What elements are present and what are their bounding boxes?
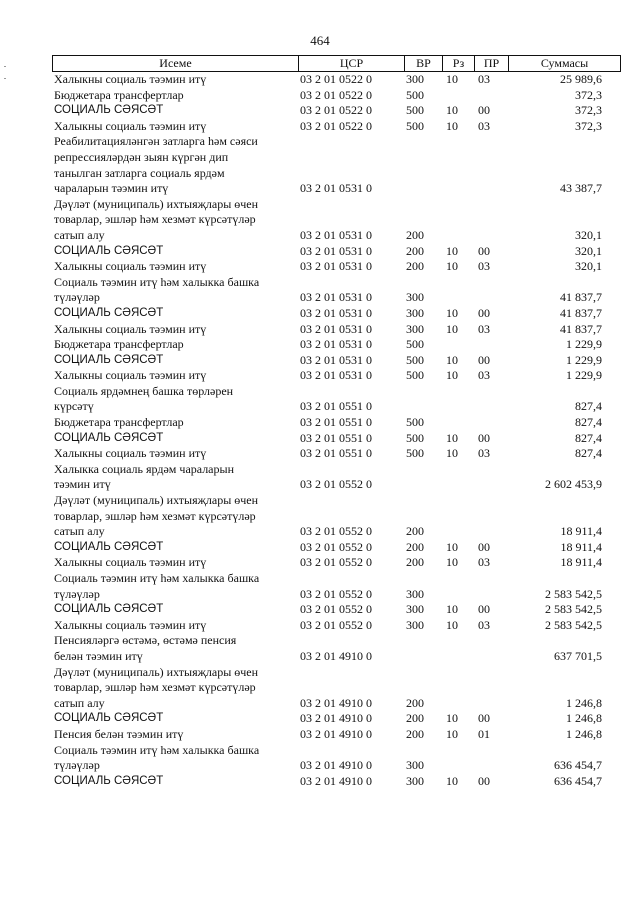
row-name-line: түләүләр (54, 586, 100, 601)
row-csr: 03 2 01 0531 0 (300, 368, 372, 383)
row-sum: 1 246,8 (566, 711, 602, 726)
table-row (52, 275, 620, 306)
row-name (52, 462, 292, 493)
row-vr: 200 (406, 555, 424, 570)
row-vr: 200 (406, 524, 424, 539)
row-vr: 500 (406, 415, 424, 430)
row-pr: 03 (478, 321, 490, 336)
row-sum: 2 602 453,9 (545, 477, 602, 492)
row-rz: 10 (446, 617, 458, 632)
row-sum: 372,3 (575, 118, 602, 133)
row-csr: 03 2 01 0531 0 (300, 337, 372, 352)
row-name (52, 446, 292, 462)
row-name-line: Бюджетара трансфертлар (54, 415, 184, 430)
table-row (52, 727, 620, 743)
row-sum: 1 229,9 (566, 368, 602, 383)
row-csr: 03 2 01 0552 0 (300, 617, 372, 632)
row-name-line: Пенсияләргә өстәмә, өстәмә пенсия (54, 633, 237, 648)
row-name-line: сатып алу (54, 227, 105, 242)
row-csr: 03 2 01 4910 0 (300, 773, 372, 788)
row-rz: 10 (446, 118, 458, 133)
row-sum: 18 911,4 (560, 524, 602, 539)
row-csr: 03 2 01 0531 0 (300, 243, 372, 258)
row-sum: 41 837,7 (560, 305, 602, 320)
row-name-line: Пенсия белән тәэмин итү (54, 726, 184, 741)
row-name (52, 103, 292, 119)
row-csr: 03 2 01 4910 0 (300, 648, 372, 663)
table-row (52, 134, 620, 196)
row-rz: 10 (446, 539, 458, 554)
row-vr: 300 (406, 586, 424, 601)
row-pr: 03 (478, 446, 490, 461)
row-name (52, 774, 292, 790)
row-name (52, 571, 292, 602)
row-vr: 200 (406, 695, 424, 710)
table-row (52, 72, 620, 88)
row-pr: 03 (478, 368, 490, 383)
row-rz: 10 (446, 305, 458, 320)
row-pr: 03 (478, 617, 490, 632)
row-csr: 03 2 01 0522 0 (300, 118, 372, 133)
row-name-line: түләүләр (54, 758, 100, 773)
row-csr: 03 2 01 0552 0 (300, 477, 372, 492)
row-name (52, 337, 292, 353)
table-row (52, 743, 620, 774)
row-name (52, 540, 292, 556)
row-name-line: товарлар, эшләр һәм хезмәт күрсәтүләр (54, 212, 256, 227)
table-row (52, 633, 620, 664)
row-name (52, 368, 292, 384)
row-vr: 500 (406, 103, 424, 118)
row-sum: 636 454,7 (554, 758, 602, 773)
row-name (52, 72, 292, 88)
row-name (52, 665, 292, 712)
table-row (52, 415, 620, 431)
row-name (52, 493, 292, 540)
row-rz: 10 (446, 243, 458, 258)
row-name-line: тәэмин итү (54, 477, 111, 492)
row-name-line: Дәүләт (муниципаль) ихтыяҗлары өчен (54, 196, 259, 211)
row-sum: 41 837,7 (560, 321, 602, 336)
row-pr: 00 (478, 711, 490, 726)
row-name-line: күрсәтү (54, 399, 94, 414)
row-pr: 00 (478, 539, 490, 554)
row-name-line: Социаль тәэмин итү һәм халыкка башка (54, 742, 260, 757)
row-sum: 25 989,6 (560, 72, 602, 86)
table-row (52, 774, 620, 790)
row-pr: 00 (478, 305, 490, 320)
row-name-line: Халыкка социаль ярдәм чараларын (54, 461, 234, 476)
row-name (52, 618, 292, 634)
row-name-line: СОЦИАЛЬ СӘЯСӘТ (54, 306, 164, 319)
row-name (52, 275, 292, 306)
row-csr: 03 2 01 0522 0 (300, 87, 372, 102)
row-csr: 03 2 01 0551 0 (300, 446, 372, 461)
row-rz: 10 (446, 72, 458, 86)
row-vr: 300 (406, 72, 424, 86)
row-name-line: Халыкны социаль тәэмин итү (54, 617, 207, 632)
table-row (52, 555, 620, 571)
table-row (52, 119, 620, 135)
row-pr: 00 (478, 773, 490, 788)
table-row (52, 353, 620, 369)
table-row (52, 384, 620, 415)
row-vr: 300 (406, 290, 424, 305)
table-row (52, 337, 620, 353)
row-name-line: Халыкны социаль тәэмин итү (54, 321, 207, 336)
row-pr: 00 (478, 430, 490, 445)
row-csr: 03 2 01 4910 0 (300, 726, 372, 741)
row-sum: 827,4 (575, 415, 602, 430)
row-vr: 300 (406, 321, 424, 336)
row-name (52, 119, 292, 135)
row-sum: 320,1 (575, 243, 602, 258)
table-row (52, 540, 620, 556)
row-csr: 03 2 01 4910 0 (300, 695, 372, 710)
row-sum: 827,4 (575, 399, 602, 414)
row-name (52, 244, 292, 260)
row-rz: 10 (446, 555, 458, 570)
table-row (52, 244, 620, 260)
row-csr: 03 2 01 0551 0 (300, 415, 372, 430)
row-name-line: белән тәэмин итү (54, 648, 143, 663)
table-row (52, 493, 620, 540)
row-sum: 18 911,4 (560, 539, 602, 554)
row-name-line: товарлар, эшләр һәм хезмәт күрсәтүләр (54, 508, 256, 523)
row-vr: 500 (406, 118, 424, 133)
row-vr: 200 (406, 539, 424, 554)
row-name-line: СОЦИАЛЬ СӘЯСӘТ (54, 104, 164, 117)
row-csr: 03 2 01 0551 0 (300, 430, 372, 445)
row-csr: 03 2 01 0522 0 (300, 103, 372, 118)
row-csr: 03 2 01 0531 0 (300, 227, 372, 242)
row-csr: 03 2 01 0531 0 (300, 259, 372, 274)
row-name-line: СОЦИАЛЬ СӘЯСӘТ (54, 353, 164, 366)
row-pr: 00 (478, 103, 490, 118)
row-rz: 10 (446, 321, 458, 336)
row-csr: 03 2 01 0552 0 (300, 602, 372, 617)
table-row (52, 571, 620, 602)
row-name-line: Халыкны социаль тәэмин итү (54, 368, 207, 383)
row-sum: 1 246,8 (566, 695, 602, 710)
row-name-line: Халыкны социаль тәэмин итү (54, 72, 207, 86)
row-rz: 10 (446, 368, 458, 383)
row-pr: 03 (478, 72, 490, 86)
row-name-line: СОЦИАЛЬ СӘЯСӘТ (54, 712, 164, 725)
row-name (52, 384, 292, 415)
scan-edge-mark (4, 78, 6, 79)
table-row (52, 259, 620, 275)
row-vr: 200 (406, 227, 424, 242)
row-vr: 300 (406, 602, 424, 617)
row-name-line: Реабилитацияләнгән затларга һәм сәяси (54, 134, 258, 149)
row-vr: 500 (406, 368, 424, 383)
row-sum: 43 387,7 (560, 181, 602, 196)
row-name-line: сатып алу (54, 695, 105, 710)
row-sum: 320,1 (575, 259, 602, 274)
row-name-line: Халыкны социаль тәэмин итү (54, 259, 207, 274)
table-row (52, 618, 620, 634)
row-name-line: Бюджетара трансфертлар (54, 337, 184, 352)
row-rz: 10 (446, 711, 458, 726)
row-rz: 10 (446, 430, 458, 445)
table-body (52, 72, 620, 789)
table-row (52, 431, 620, 447)
row-sum: 41 837,7 (560, 290, 602, 305)
table-row (52, 462, 620, 493)
row-sum: 637 701,5 (554, 648, 602, 663)
row-rz: 10 (446, 773, 458, 788)
row-name-line: СОЦИАЛЬ СӘЯСӘТ (54, 431, 164, 444)
row-name-line: репрессияләрдән зыян күргән дип (54, 149, 229, 164)
row-vr: 200 (406, 243, 424, 258)
row-sum: 2 583 542,5 (545, 602, 602, 617)
row-csr: 03 2 01 4910 0 (300, 758, 372, 773)
row-vr: 500 (406, 337, 424, 352)
row-name-line: Социаль тәэмин итү һәм халыкка башка (54, 571, 260, 585)
row-vr: 500 (406, 352, 424, 367)
row-name-line: СОЦИАЛЬ СӘЯСӘТ (54, 244, 164, 257)
table-row (52, 368, 620, 384)
table-row (52, 306, 620, 322)
row-vr: 200 (406, 259, 424, 274)
row-vr: 300 (406, 617, 424, 632)
row-name-line: СОЦИАЛЬ СӘЯСӘТ (54, 603, 164, 616)
row-sum: 2 583 542,5 (545, 617, 602, 632)
row-name (52, 353, 292, 369)
table-header (52, 55, 621, 72)
row-sum: 372,3 (575, 87, 602, 102)
row-rz: 10 (446, 726, 458, 741)
row-name-line: СОЦИАЛЬ СӘЯСӘТ (54, 774, 164, 787)
row-vr: 500 (406, 446, 424, 461)
row-sum: 18 911,4 (560, 555, 602, 570)
row-pr: 00 (478, 352, 490, 367)
row-csr: 03 2 01 0531 0 (300, 352, 372, 367)
row-csr: 03 2 01 0552 0 (300, 586, 372, 601)
row-name (52, 134, 292, 196)
row-rz: 10 (446, 446, 458, 461)
row-vr: 300 (406, 773, 424, 788)
row-name-line: Дәүләт (муниципаль) ихтыяҗлары өчен (54, 493, 259, 508)
row-pr: 03 (478, 259, 490, 274)
row-name (52, 555, 292, 571)
row-csr: 03 2 01 4910 0 (300, 711, 372, 726)
row-csr: 03 2 01 0531 0 (300, 181, 372, 196)
row-name-line: Халыкны социаль тәэмин итү (54, 555, 207, 570)
row-name-line: чараларын тәэмин итү (54, 181, 169, 196)
table-row (52, 322, 620, 338)
row-name-line: түләүләр (54, 290, 100, 305)
row-pr: 03 (478, 555, 490, 570)
row-name-line: танылган затларга социаль ярдәм (54, 165, 225, 180)
row-name (52, 727, 292, 743)
row-csr: 03 2 01 0531 0 (300, 305, 372, 320)
header-rz: Рз (443, 56, 475, 72)
header-csr: ЦСР (299, 56, 405, 72)
row-csr: 03 2 01 0531 0 (300, 290, 372, 305)
row-sum: 1 229,9 (566, 337, 602, 352)
row-csr: 03 2 01 0552 0 (300, 539, 372, 554)
row-pr: 00 (478, 243, 490, 258)
row-name (52, 602, 292, 618)
row-pr: 00 (478, 602, 490, 617)
row-rz: 10 (446, 259, 458, 274)
row-name (52, 743, 292, 774)
row-rz: 10 (446, 352, 458, 367)
row-name (52, 88, 292, 104)
row-vr: 500 (406, 87, 424, 102)
row-name (52, 306, 292, 322)
row-pr: 01 (478, 726, 490, 741)
table-row (52, 446, 620, 462)
table-row (52, 602, 620, 618)
row-vr: 200 (406, 726, 424, 741)
row-csr: 03 2 01 0551 0 (300, 399, 372, 414)
row-vr: 300 (406, 305, 424, 320)
row-name-line: Бюджетара трансфертлар (54, 87, 184, 102)
row-name (52, 197, 292, 244)
row-name-line: Социаль тәэмин итү һәм халыкка башка (54, 274, 260, 289)
row-name-line: товарлар, эшләр һәм хезмәт күрсәтүләр (54, 680, 256, 695)
header-sum: Суммасы (509, 56, 621, 72)
row-sum: 827,4 (575, 430, 602, 445)
row-vr: 300 (406, 758, 424, 773)
row-pr: 03 (478, 118, 490, 133)
row-name (52, 431, 292, 447)
row-sum: 636 454,7 (554, 773, 602, 788)
row-rz: 10 (446, 103, 458, 118)
row-name (52, 415, 292, 431)
row-name-line: СОЦИАЛЬ СӘЯСӘТ (54, 540, 164, 553)
row-name (52, 711, 292, 727)
row-sum: 1 246,8 (566, 726, 602, 741)
row-name-line: Социаль ярдәмнең башка төрләрен (54, 383, 234, 398)
header-vr: ВР (405, 56, 443, 72)
table-row (52, 711, 620, 727)
row-csr: 03 2 01 0522 0 (300, 72, 372, 86)
row-csr: 03 2 01 0552 0 (300, 555, 372, 570)
row-sum: 320,1 (575, 227, 602, 242)
row-name-line: сатып алу (54, 524, 105, 539)
table-row (52, 197, 620, 244)
row-name-line: Халыкны социаль тәэмин итү (54, 118, 207, 133)
row-sum: 827,4 (575, 446, 602, 461)
row-sum: 1 229,9 (566, 352, 602, 367)
row-sum: 372,3 (575, 103, 602, 118)
row-sum: 2 583 542,5 (545, 586, 602, 601)
row-name (52, 322, 292, 338)
page-number: 464 (310, 33, 330, 48)
row-vr: 200 (406, 711, 424, 726)
table-row (52, 665, 620, 712)
table-row (52, 88, 620, 104)
row-csr: 03 2 01 0552 0 (300, 524, 372, 539)
row-name (52, 633, 292, 664)
row-vr: 500 (406, 430, 424, 445)
table-row (52, 103, 620, 119)
row-rz: 10 (446, 602, 458, 617)
row-name-line: Дәүләт (муниципаль) ихтыяҗлары өчен (54, 664, 259, 679)
scan-edge-mark (4, 66, 6, 67)
row-name-line: Халыкны социаль тәэмин итү (54, 446, 207, 461)
header-name: Исеме (53, 56, 299, 72)
row-csr: 03 2 01 0531 0 (300, 321, 372, 336)
row-name (52, 259, 292, 275)
header-pr: ПР (475, 56, 509, 72)
